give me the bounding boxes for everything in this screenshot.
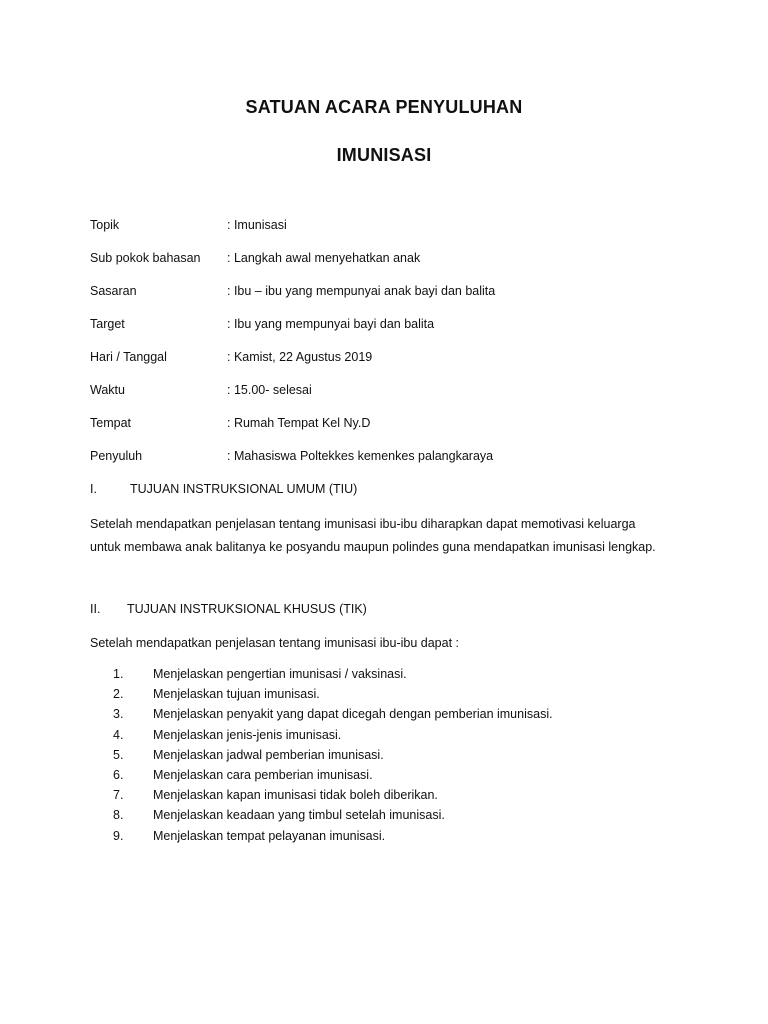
- info-key: Target: [90, 317, 125, 331]
- tiu-paragraph: [90, 513, 680, 559]
- info-key: Topik: [90, 218, 120, 232]
- paragraph-line: untuk membawa anak balitanya ke posyandu maupun polindes guna mendapatkan imunisasi lengkap.: [90, 540, 656, 554]
- list-text: Menjelaskan pengertian imunisasi / vaksinasi.: [153, 667, 407, 681]
- list-number: 5.: [113, 747, 124, 762]
- section-number: I.: [90, 482, 97, 496]
- section-title: TUJUAN INSTRUKSIONAL UMUM (TIU): [130, 482, 358, 496]
- info-value: : Mahasiswa Poltekkes kemenkes palangkaraya: [227, 449, 494, 463]
- info-key: Penyuluh: [90, 449, 143, 463]
- document-subtitle: IMUNISASI: [336, 145, 432, 165]
- list-number: 8.: [113, 808, 124, 823]
- info-value: : 15.00- selesai: [227, 383, 312, 397]
- list-text: Menjelaskan keadaan yang timbul setelah imunisasi.: [153, 808, 445, 823]
- info-key: Sasaran: [90, 284, 137, 298]
- paragraph-line: Setelah mendapatkan penjelasan tentang imunisasi ibu-ibu diharapkan dapat memotivasi keluarga: [90, 517, 636, 531]
- section-number: II.: [90, 602, 101, 616]
- info-key: Tempat: [90, 416, 131, 430]
- info-key: Hari / Tanggal: [90, 350, 167, 364]
- list-number: 9.: [113, 828, 124, 843]
- list-text: Menjelaskan jenis-jenis imunisasi.: [153, 727, 342, 742]
- list-number: 6.: [113, 767, 124, 782]
- paragraph-line: Setelah mendapatkan penjelasan tentang imunisasi ibu-ibu dapat :: [90, 636, 460, 650]
- list-text: Menjelaskan kapan imunisasi tidak boleh diberikan.: [153, 788, 438, 803]
- list-number: 2.: [113, 687, 124, 702]
- info-value: : Langkah awal menyehatkan anak: [227, 251, 421, 265]
- section-title: TUJUAN INSTRUKSIONAL KHUSUS (TIK): [127, 602, 367, 616]
- info-value: : Ibu – ibu yang mempunyai anak bayi dan balita: [227, 284, 496, 298]
- info-value: : Imunisasi: [227, 218, 287, 232]
- list-number: 1.: [113, 667, 124, 681]
- list-text: Menjelaskan tujuan imunisasi.: [153, 687, 320, 702]
- list-text: Menjelaskan jadwal pemberian imunisasi.: [153, 747, 384, 762]
- list-number: 7.: [113, 788, 124, 803]
- info-value: : Ibu yang mempunyai bayi dan balita: [227, 317, 435, 331]
- info-value: : Kamist, 22 Agustus 2019: [227, 350, 373, 364]
- list-text: Menjelaskan cara pemberian imunisasi.: [153, 767, 373, 782]
- list-text: Menjelaskan tempat pelayanan imunisasi.: [153, 828, 386, 843]
- info-value: : Rumah Tempat Kel Ny.D: [227, 416, 371, 430]
- tik-intro: [90, 632, 680, 655]
- list-number: 3.: [113, 707, 124, 722]
- info-key: Waktu: [90, 383, 125, 397]
- list-number: 4.: [113, 727, 124, 742]
- document-title: SATUAN ACARA PENYULUHAN: [245, 97, 523, 117]
- list-text: Menjelaskan penyakit yang dapat dicegah dengan pemberian imunisasi.: [153, 707, 553, 722]
- info-key: Sub pokok bahasan: [90, 251, 201, 265]
